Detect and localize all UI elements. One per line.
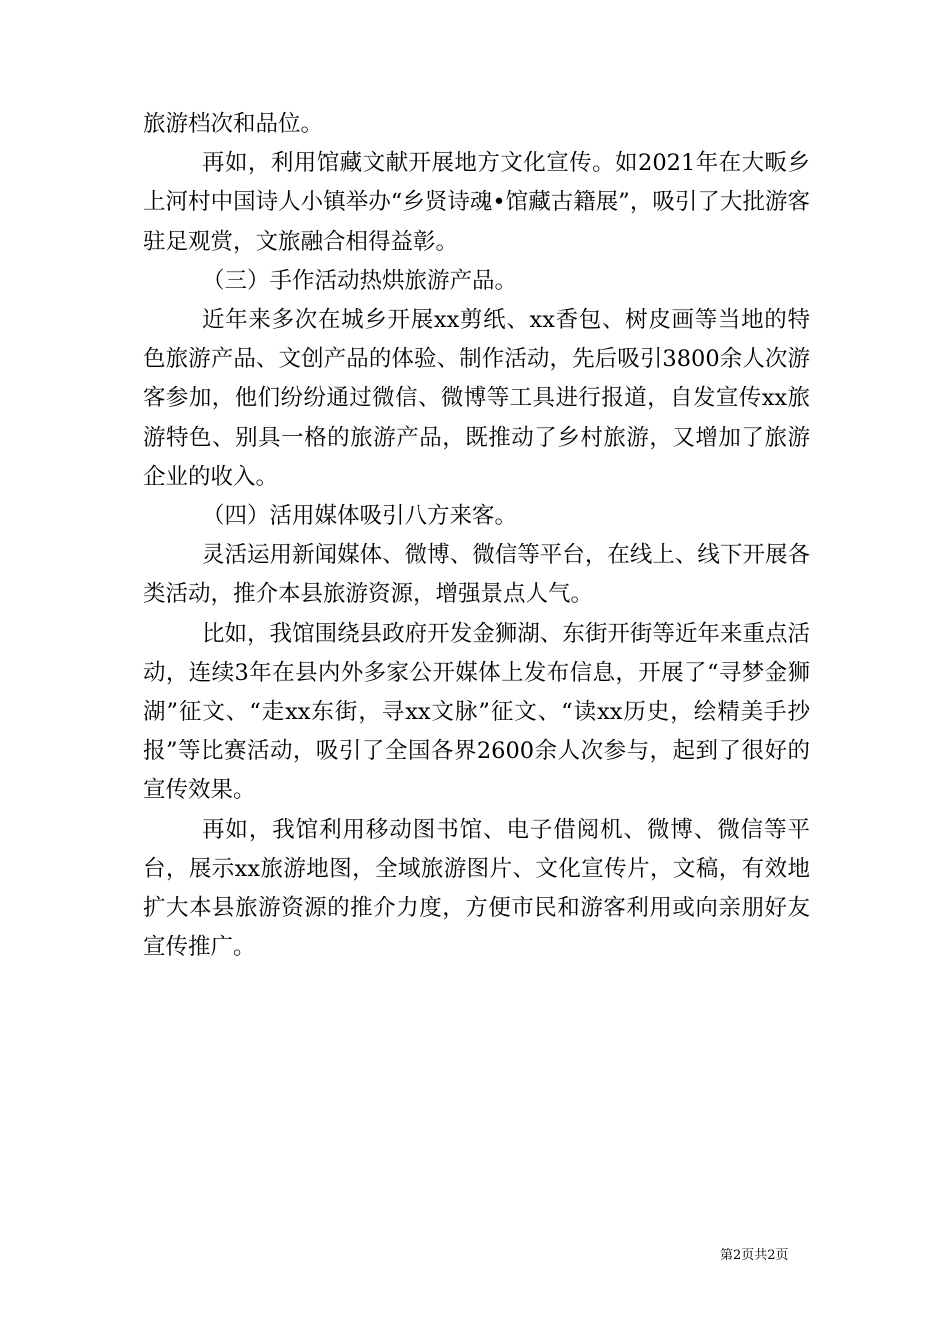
paragraph-continuation: 旅游档次和品位。 — [143, 111, 324, 137]
paragraph-mobile-library: 再如，我馆利用移动图书馆、电子借阅机、微博、微信等平台，展示xx旅游地图，全域旅游图片、文化宣传片，文稿，有效地扩大本县旅游资源的推介力度，方便市民和游客利用或向亲朋好友宣传推广。 — [143, 816, 810, 961]
paragraph-media-platforms: 灵活运用新闻媒体、微博、微信等平台，在线上、线下开展各类活动，推介本县旅游资源，增强景点人气。 — [143, 542, 810, 608]
document-body — [143, 105, 810, 967]
paragraph-handcraft-activities: 近年来多次在城乡开展xx剪纸、xx香包、树皮画等当地的特色旅游产品、文创产品的体验、制作活动，先后吸引3800余人次游客参加，他们纷纷通过微信、微博等工具进行报道，自发宣传xx旅游特色、别具一格的旅游产品，既推动了乡村旅游，又增加了旅游企业的收入。 — [143, 307, 810, 490]
section-heading-media: （四）活用媒体吸引八方来客。 — [202, 503, 518, 530]
section-heading-handcraft: （三）手作活动热烘旅游产品。 — [202, 267, 518, 294]
page-number-footer: 第2页共2页 — [720, 1248, 789, 1263]
paragraph-library-exhibition: 再如，利用馆藏文献开展地方文化宣传。如2021年在大畈乡上河村中国诗人小镇举办“乡贤诗魂•馆藏古籍展”，吸引了大批游客驻足观赏，文旅融合相得益彰。 — [143, 150, 810, 255]
paragraph-media-example: 比如，我馆围绕县政府开发金狮湖、东街开街等近年来重点活动，连续3年在县内外多家公开媒体上发布信息，开展了“寻梦金狮湖”征文、“走xx东街，寻xx文脉”征文、“读xx历史，绘精美手抄报”等比赛活动，吸引了全国各界2600余人次参与，起到了很好的宣传效果。 — [143, 620, 810, 804]
